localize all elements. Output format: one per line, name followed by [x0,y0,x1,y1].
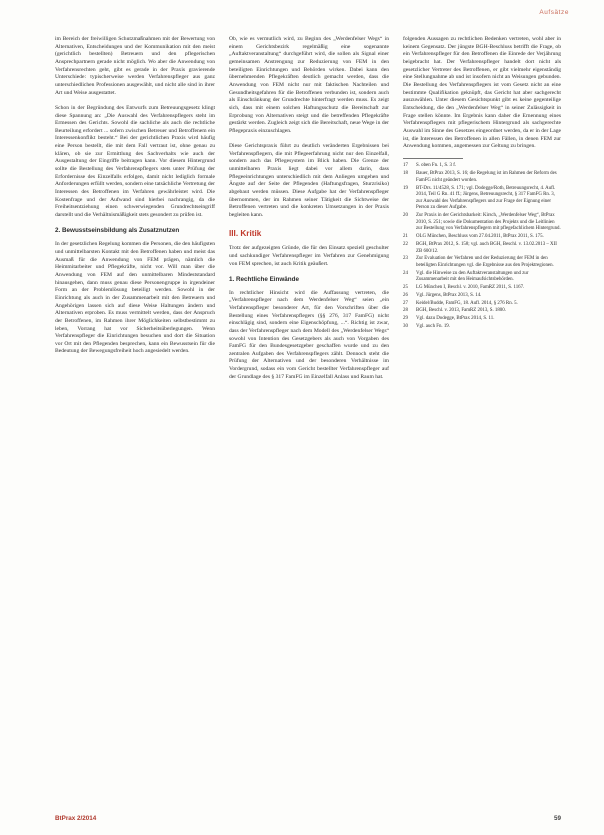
footnote [403,163,561,170]
footnote-number: 27 [403,300,408,306]
footnote [403,308,561,315]
footnote-text: Vgl. auch Fn. 19. [416,323,450,329]
section-label: Aufsätze [539,9,569,16]
footnote-text: BGH, BtPrax 2012, S. 158; vgl. auch BGH, Beschl. v. 13.02.2013 – XII ZB 600/12. [416,241,557,254]
footnote-text: BGH, Beschl. v. 2013, FamRZ 2013, S. 1800. [416,308,506,314]
footnote-divider [403,158,463,159]
text-column-middle [229,36,389,806]
numbered-heading: 1. Rechtliche Einwände [229,275,299,283]
footnote [403,285,561,292]
footnote-text: Vgl. dazu Dodegge, BtPrax 2014, S. 11. [416,316,495,322]
footnote [403,234,561,241]
body-paragraph: folgenden Aussagen zu rechtlichen Bedenken vertreten, wohl aber in keinem Gegensatz. Der jüngste BGH-Beschluss betrifft die Frage, ob ein Verfahrenspfleger für den Betroffenen die Einrede der Verjährung beigebracht hat. Der Verfahrenspfleger handelt dort nicht als gesetzlicher Vertreter des Betroffenen, er gibt vielmehr eigenständig eine Stellungnahme ab und ist insofern nicht an Weisungen gebunden. Die Bestellung des Verfahrenspflegers ist vom Gesetz nicht an eine bestimmte Qualifikation geknüpft, das Gericht hat aber sachgerecht auszuwählen. Unter diesem Gesichtspunkt gibt es keine gegenteilige Entscheidung, die den „Werdenfelser Weg“ in seiner Zulässigkeit in Frage stellen könnte. Im Ergebnis kann daher die Ernennung eines Verfahrenspflegers mit pflegerischem Hintergrund als sachgerechte Auswahl im Sinne des Gesetzes eingeordnet werden, da er in der Lage ist, die Interessen des Betroffenen in allen Fällen, in denen FEM zur Anwendung kommen, angemessen zur Geltung zu bringen. [403,36,561,150]
body-paragraph: Diese Gerichtspraxis führt zu deutlich veränderten Ergebnissen bei Verfahrenspflegern, die mit Pflegeerfahrung nicht nur den Einzelfall, sondern auch das Pflegesystem im Blick haben. Die Grenze der unmittelbaren Praxis liegt dabei vor allem darin, dass Pflegeeinrichtungen unterschiedlich mit dem Anliegen umgehen und Ängste auf der Seite der Pflegenden (Haftungsfragen, Sturzrisiko) abgebaut werden müssen. Diese Aufgabe hat der Verfahrenspfleger übernommen, der im Rahmen seiner Tätigkeit die Sichtweise der Betroffenen vertreten und die konkreten Umsetzungen in der Praxis begleiten kann. [229,143,389,219]
footnote-number: 21 [403,234,408,240]
footnote-text: LG München I, Beschl. v. 2010, FamRZ 2011, S. 1167. [416,285,525,291]
footnote [403,171,561,184]
footnote-number: 19 [403,185,408,191]
footnote [403,256,561,269]
footnote-number: 30 [403,323,408,329]
footnote [403,293,561,300]
footnote-number: 29 [403,316,408,322]
footnote-text: Zur Evaluation der Verfahren und der Reduzierung der FEM in den beteiligten Einrichtungen vgl. die Ergebnisse aus den Projektregionen. [416,256,554,268]
body-paragraph: Ob, wie es vermutlich wird, zu Beginn des „Werdenfelser Wegs“ in einem Gerichtsbezirk regelmäßig eine sogenannte „Auftaktveranstaltung“ durchgeführt wird, die sollen als Signal einer gemeinsamen Anstrengung zur Reduzierung von FEM in den beteiligten Einrichtungen und Behörden wirken. Dabei kann den übernehmenden Pflegekräften deutlich gemacht werden, dass die Anwendung von FEM nicht nur mit faktischen Nachteilen und Gesundheitsgefahren für die Betroffenen verbunden ist, sondern auch als Einschränkung der Grundrechte hinterfragt werden muss. Es zeigt sich, dass mit einem solchen Haftungsschutz die Bereitschaft zur Erprobung von Alternativen steigt und die betreffenden Pflegekräfte gestärkt werden. Zugleich zeigt sich die Bereitschaft, neue Wege in der Pflegepraxis einzuschlagen. [229,36,389,134]
footnote [403,242,561,255]
footnote-list [403,163,561,330]
footnote-number: 18 [403,171,408,177]
footnote-number: 20 [403,213,408,219]
footnote-number: 23 [403,256,408,262]
footnote-text: Bauer, BtPrax 2013, S. 16; die Regelung ist im Rahmen der Reform des FamFG nicht geändert worden. [416,171,557,183]
footnote [403,324,561,331]
footnote-text: BT-Drs. 11/4528, S. 171; vgl. Dodegge/Roth, Betreuungsrecht, 4. Aufl. 2014, Teil G Rn. 41 ff.; Jürgens, Betreuungsrecht, § 317 FamFG Rn. 3, zur Auswahl des Verfahrenspflegers und zur Frage der Eignung einer Person zu dieser Aufgabe. [416,185,556,211]
text-column-right [403,36,561,806]
footnote-number: 25 [403,285,408,291]
footnote-number: 26 [403,292,408,298]
footnote [403,316,561,323]
footnote [403,301,561,308]
subsection-heading: 2. Bewusstseinsbildung als Zusatznutzen [55,227,180,235]
page-number: 59 [553,815,561,822]
body-paragraph: In rechtlicher Hinsicht wird die Auffassung vertreten, die „Verfahrenspfleger nach dem Werdenfelser Weg“ seien „ein Verfahrenspfleger besonderer Art, für den Vorschriften über die Bestellung eines Verfahrenspflegers (§§ 276, 317 FamFG) nicht einschlägig sind, sondern eine Eigenschöpfung, ...“. Richtig ist zwar, dass der Verfahrenspfleger nach dem Modell des „Werdenfelser Wegs“ sowohl von Intention des Gesetzgebers als auch von Vorgaben des FamFG für den Bundesgesetzgeber geschaffen wurde und zu den zentralen Aufgaben des Verfahrenspflegers zählt. Dennoch steht die Prüfung der Alternativen und der besonderen Verhältnisse im Vordergrund, sodass ein vom Gericht bestellter Verfahrenspfleger auf der Grundlage des § 317 FamFG im Einzelfall Anlass und Raum hat. [229,289,389,380]
footnote-text: OLG München, Beschluss vom 27.04.2011, BtPrax 2011, S. 175. [416,234,544,240]
footnote-text: Keidel/Budde, FamFG, 18. Aufl. 2014, § 276 Rn. 5. [416,300,518,306]
body-paragraph: Trotz der aufgezeigten Gründe, die für den Einsatz speziell geschulter und sachkundiger Verfahrenspfleger im Verfahren zur Genehmigung von FEM sprechen, ist auch Kritik geäußert. [229,245,389,267]
footnote-number: 17 [403,163,408,169]
footnote [403,271,561,284]
footnote-text: Zur Praxis in der Gerichtsbarkeit: Kirsch, „Werdenfelser Weg“, BtPrax 2010, S. 251; sowie die Dokumentation des Projekts und die Leitlinien zur Bestellung von Verfahrenspflegern mit pflegefachlichem Hintergrund. [416,213,561,232]
body-paragraph: In der gesetzlichen Regelung kommen die Personen, die den häufigsten und unmittelbarsten Kontakt mit den Betroffenen haben und meist das Ausmaß für die Anwendung von FEM prägen, nämlich die Heimmitarbeiter und Pflegekräfte, nicht vor. Will man über die Anwendung von FEM auf den unmittelbaren Mindeststandard hinausgehen, dann muss genau diese Personengruppe in irgendeiner Form an der Problemlösung beteiligt werden. Sowohl in der Einrichtung als auch in der Zusammenarbeit mit den Betreuern und Angehörigen lassen sich auf diese Weise Haltungen ändern und Alternativen erproben. Es muss vermittelt werden, dass der Anspruch der Betroffenen, im Rahmen ihrer Möglichkeiten selbstbestimmt zu leben, Vorrang hat vor Sicherheitsüberlegungen. Wenn Verfahrenspfleger die Einrichtungen besuchen und dort die Situation vor Ort mit den Pflegenden besprechen, kann ein Bewusstsein für die Bedeutung der Bewegungsfreiheit hoch angesiedelt werden. [55,241,215,355]
body-paragraph: im Bereich der freiwilligen Schutzmaßnahmen mit der Bewertung von Alternativen, Entscheidungen und der Kommunikation mit den meist (gerichtlich bestellten) Betreuern und den pflegerischen Ansprechpartnern gerade nicht möglich. Wo aber die Anwendung von Verfahrensrechten geht, gibt es gerade in der Praxis gravierende Unterschiede: typischerweise werden Verfahrenspfleger aus ganz unterschiedlichen Professionen ausgewählt, und nicht alle sind in ihrer Art und Weise ausgestattet. [55,36,215,96]
text-column-left [55,36,215,806]
footnote-text: Vgl. Jürgens, BtPrax 2013, S. 14. [416,292,482,298]
footnote-text: S. oben Fn. 1, S. 3 f. [416,163,457,169]
footnote [403,213,561,233]
section-heading: III. Kritik [229,228,262,238]
footnote [403,186,561,212]
footnote-text: Vgl. die Hinweise zu den Auftaktveranstaltungen und zur Zusammenarbeit mit den Heimaufsichtsbehörden. [416,270,529,283]
footnote-number: 22 [403,241,408,247]
footnote-number: 28 [403,308,408,314]
journal-footer: BtPrax 2/2014 [55,815,97,822]
body-paragraph: Schon in der Begründung des Entwurfs zum Betreuungsgesetz klingt diese Spannung an: „Die Auswahl des Verfahrenspflegers steht im Ermessen des Gerichts. Sowohl die sachliche als auch die rechtliche Beurteilung erfordert ... sofern zwischen Betreuer und Betroffenem ein Interessenkonflikt besteht.“ Bei der gerichtlichen Praxis wird häufig eine Person bestellt, die mit dem Fall vertraut ist, ohne genau zu klären, ob sie zur Ermittlung des Sachverhalts wie auch der Ausgestaltung der Eingriffe beitragen kann. Vor diesem Hintergrund sollte die Bestellung des Verfahrenspflegers stets unter Prüfung der Erfordernisse des Einzelfalls erfolgen, damit nicht lediglich formale Anforderungen erfüllt werden, sondern eine tatsächliche Vertretung der Interessen des Betroffenen im Verfahren gewährleistet wird. Die Kostenfrage und der Aufwand sind hierbei nachrangig, da die Freiheitsentziehung einen schwerwiegenden Grundrechtseingriff darstellt und die Verhältnismäßigkeit stets gesondert zu prüfen ist. [55,104,215,219]
footnote-number: 24 [403,270,408,276]
